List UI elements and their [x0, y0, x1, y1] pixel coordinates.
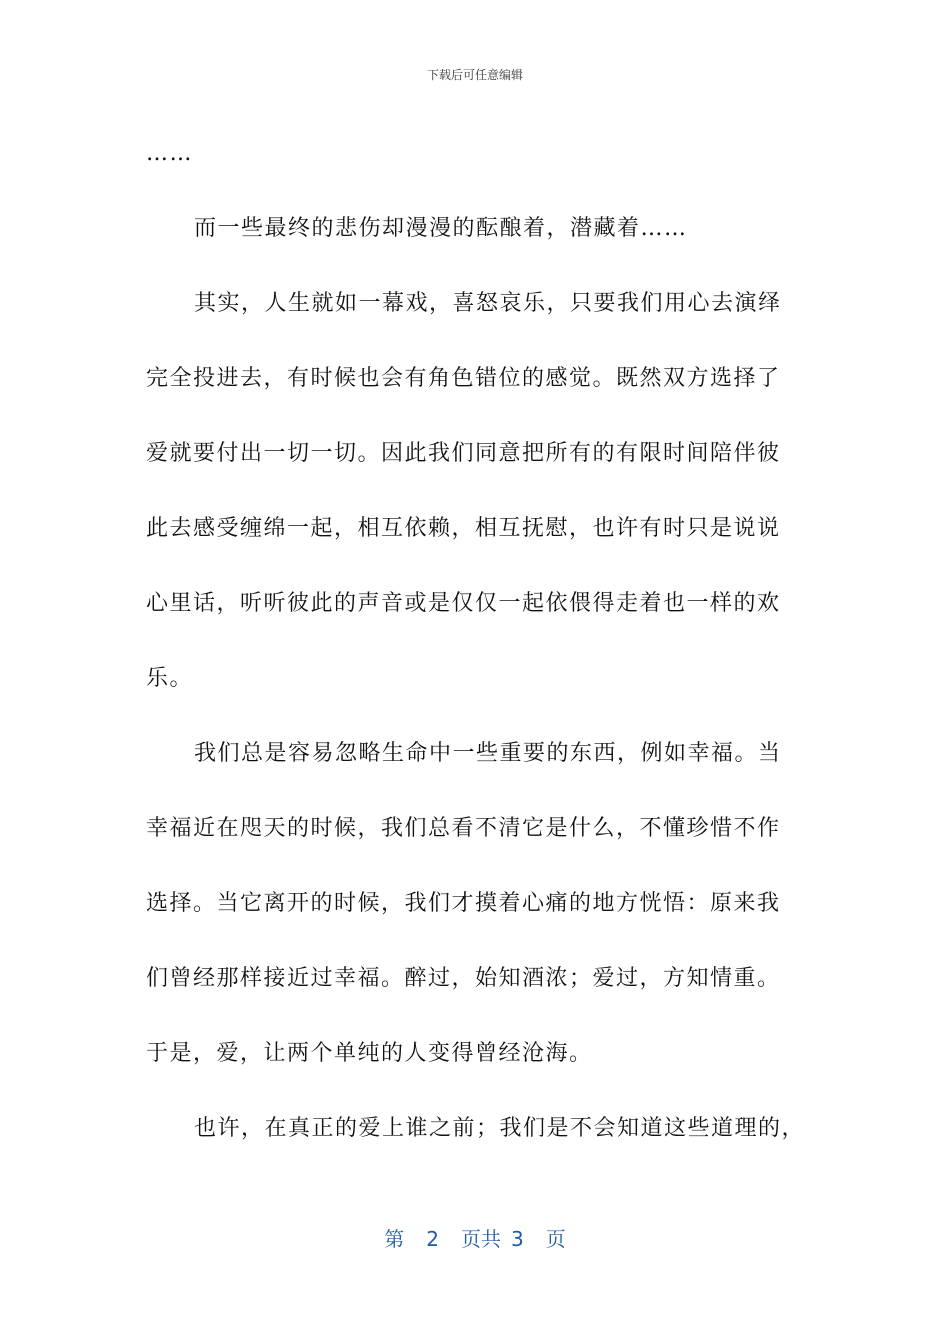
- text-line: 选择。当它离开的时候，我们才摸着心痛的地方恍悟：原来我: [146, 891, 781, 916]
- page-footer: [0, 1226, 950, 1252]
- page-number: 2: [426, 1227, 439, 1251]
- text-line: 我们总是容易忽略生命中一些重要的东西，例如幸福。当: [194, 741, 782, 766]
- text-line: 完全投进去，有时候也会有角色错位的感觉。既然双方选择了: [146, 366, 781, 391]
- text-line: 此去感受缠绵一起，相互依赖，相互抚慰，也许有时只是说说: [146, 516, 781, 541]
- text-line: 于是，爱，让两个单纯的人变得曾经沧海。: [146, 1041, 593, 1066]
- document-body: [146, 116, 806, 1166]
- text-line: 也许，在真正的爱上谁之前；我们是不会知道这些道理的，: [194, 1116, 806, 1141]
- page-word: 第: [384, 1227, 405, 1251]
- text-line: 爱就要付出一切一切。因此我们同意把所有的有限时间陪伴彼: [146, 441, 781, 466]
- text-line: 其实，人生就如一幕戏，喜怒哀乐，只要我们用心去演绎: [194, 291, 782, 316]
- text-line: 而一些最终的悲伤却漫漫的酝酿着，潜藏着……: [194, 216, 688, 241]
- page-header: 下载后可任意编辑: [426, 68, 523, 82]
- text-line: 幸福近在咫天的时候，我们总看不清它是什么，不懂珍惜不作: [146, 816, 781, 841]
- page-of-label: 页共: [461, 1227, 501, 1251]
- total-pages: 3: [511, 1227, 524, 1251]
- text-line: 心里话，听听彼此的声音或是仅仅一起依偎得走着也一样的欢: [146, 591, 781, 616]
- page-suffix: 页: [545, 1227, 566, 1251]
- text-line: 乐。: [146, 666, 194, 691]
- text-line: ……: [146, 141, 193, 166]
- text-line: 们曾经那样接近过幸福。醉过，始知酒浓；爱过，方知情重。: [146, 966, 781, 991]
